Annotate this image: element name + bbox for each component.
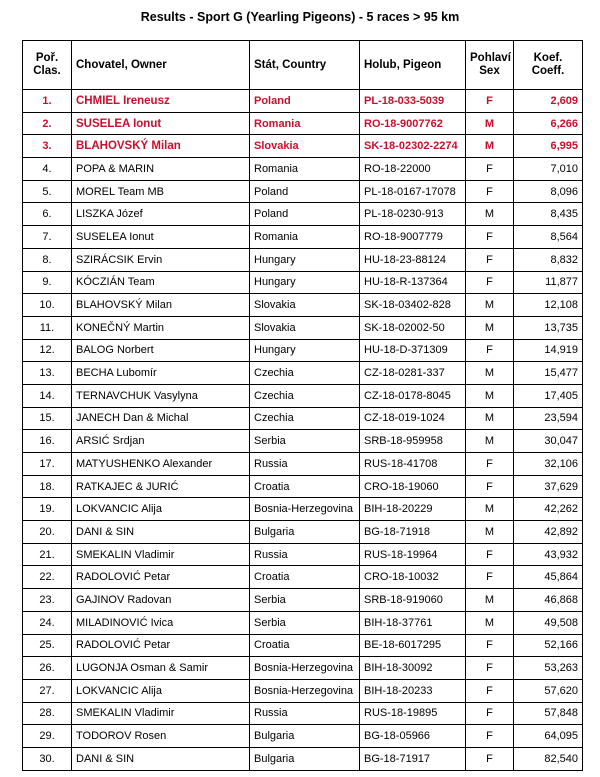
pigeon-cell: BE-18-6017295 [360,634,466,657]
sex-cell: M [466,112,514,135]
header-pigeon: Holub, Pigeon [360,41,466,90]
owner-cell: LOKVANCIC Alija [72,679,250,702]
table-row [23,566,583,589]
coefficient-cell: 53,263 [514,657,583,680]
coefficient-cell: 11,877 [514,271,583,294]
header-rank [23,41,72,90]
sex-cell: F [466,657,514,680]
pigeon-cell: SRB-18-959958 [360,430,466,453]
pigeon-cell: RUS-18-19964 [360,543,466,566]
table-row [23,271,583,294]
table-row [23,521,583,544]
rank-cell: 14. [23,384,72,407]
sex-cell: M [466,135,514,158]
owner-cell: POPA & MARIN [72,158,250,181]
owner-cell: CHMIEL Ireneusz [72,90,250,113]
country-cell: Czechia [250,407,360,430]
rank-cell: 6. [23,203,72,226]
rank-cell: 7. [23,226,72,249]
rank-cell: 3. [23,135,72,158]
country-cell: Serbia [250,430,360,453]
pigeon-cell: HU-18-23-88124 [360,248,466,271]
coefficient-cell: 6,995 [514,135,583,158]
country-cell: Russia [250,702,360,725]
header-rank-line2: Clas. [33,65,61,77]
owner-cell: SMEKALIN Vladimir [72,543,250,566]
header-sex-line2: Sex [479,65,500,77]
pigeon-cell: BIH-18-30092 [360,657,466,680]
table-row [23,725,583,748]
owner-cell: LISZKA Józef [72,203,250,226]
pigeon-cell: RUS-18-19895 [360,702,466,725]
table-row [23,407,583,430]
country-cell: Romania [250,226,360,249]
pigeon-cell: RO-18-9007779 [360,226,466,249]
table-row [23,453,583,476]
pigeon-cell: SK-18-02002-50 [360,316,466,339]
sex-cell: F [466,566,514,589]
coefficient-cell: 13,735 [514,316,583,339]
header-rank-line1: Poř. [35,52,59,64]
coefficient-cell: 15,477 [514,362,583,385]
sex-cell: F [466,475,514,498]
coefficient-cell: 46,868 [514,589,583,612]
sex-cell: M [466,384,514,407]
pigeon-cell: RO-18-9007762 [360,112,466,135]
country-cell: Slovakia [250,135,360,158]
rank-cell: 17. [23,453,72,476]
rank-cell: 27. [23,679,72,702]
coefficient-cell: 23,594 [514,407,583,430]
sex-cell: M [466,430,514,453]
pigeon-cell: BG-18-05966 [360,725,466,748]
owner-cell: SUSELEA Ionut [72,226,250,249]
sex-cell: M [466,203,514,226]
country-cell: Hungary [250,271,360,294]
coefficient-cell: 45,864 [514,566,583,589]
pigeon-cell: PL-18-033-5039 [360,90,466,113]
country-cell: Poland [250,180,360,203]
owner-cell: KONEČNÝ Martin [72,316,250,339]
rank-cell: 12. [23,339,72,362]
rank-cell: 22. [23,566,72,589]
country-cell: Slovakia [250,316,360,339]
sex-cell: M [466,362,514,385]
sex-cell: M [466,316,514,339]
owner-cell: SZIRÁCSIK Ervin [72,248,250,271]
rank-cell: 18. [23,475,72,498]
coefficient-cell: 64,095 [514,725,583,748]
rank-cell: 5. [23,180,72,203]
pigeon-cell: CZ-18-0178-8045 [360,384,466,407]
coefficient-cell: 57,848 [514,702,583,725]
pigeon-cell: PL-18-0230-913 [360,203,466,226]
rank-cell: 30. [23,747,72,770]
rank-cell: 24. [23,611,72,634]
country-cell: Poland [250,90,360,113]
coefficient-cell: 8,435 [514,203,583,226]
country-cell: Slovakia [250,294,360,317]
coefficient-cell: 17,405 [514,384,583,407]
table-row [23,634,583,657]
owner-cell: JANECH Dan & Michal [72,407,250,430]
rank-cell: 13. [23,362,72,385]
header-row [23,41,583,90]
table-row [23,475,583,498]
sex-cell: F [466,339,514,362]
sex-cell: F [466,158,514,181]
owner-cell: RADOLOVIĆ Petar [72,634,250,657]
table-row [23,543,583,566]
coefficient-cell: 43,932 [514,543,583,566]
sex-cell: F [466,725,514,748]
header-coeff-line1: Koef. [533,52,563,64]
rank-cell: 11. [23,316,72,339]
table-row [23,316,583,339]
coefficient-cell: 8,564 [514,226,583,249]
pigeon-cell: BIH-18-20233 [360,679,466,702]
table-row [23,135,583,158]
table-row [23,747,583,770]
sex-cell: F [466,543,514,566]
country-cell: Bulgaria [250,521,360,544]
country-cell: Serbia [250,611,360,634]
country-cell: Croatia [250,634,360,657]
country-cell: Romania [250,158,360,181]
country-cell: Czechia [250,384,360,407]
pigeon-cell: SRB-18-919060 [360,589,466,612]
header-country: Stát, Country [250,41,360,90]
sex-cell: F [466,453,514,476]
coefficient-cell: 30,047 [514,430,583,453]
country-cell: Hungary [250,248,360,271]
owner-cell: TERNAVCHUK Vasylyna [72,384,250,407]
coefficient-cell: 82,540 [514,747,583,770]
pigeon-cell: BIH-18-20229 [360,498,466,521]
table-row [23,657,583,680]
header-sex [466,41,514,90]
owner-cell: BLAHOVSKÝ Milan [72,135,250,158]
sex-cell: F [466,90,514,113]
country-cell: Bosnia-Herzegovina [250,679,360,702]
pigeon-cell: CRO-18-10032 [360,566,466,589]
sex-cell: M [466,521,514,544]
owner-cell: BECHA Lubomír [72,362,250,385]
country-cell: Croatia [250,566,360,589]
sex-cell: F [466,248,514,271]
pigeon-cell: HU-18-D-371309 [360,339,466,362]
owner-cell: BALOG Norbert [72,339,250,362]
sex-cell: F [466,271,514,294]
pigeon-cell: RO-18-22000 [360,158,466,181]
rank-cell: 10. [23,294,72,317]
owner-cell: TODOROV Rosen [72,725,250,748]
country-cell: Bulgaria [250,725,360,748]
header-coeff-line2: Coeff. [531,65,565,77]
owner-cell: DANI & SIN [72,521,250,544]
sex-cell: F [466,226,514,249]
owner-cell: LUGONJA Osman & Samir [72,657,250,680]
table-row [23,702,583,725]
country-cell: Croatia [250,475,360,498]
rank-cell: 21. [23,543,72,566]
sex-cell: M [466,498,514,521]
coefficient-cell: 52,166 [514,634,583,657]
table-row [23,611,583,634]
coefficient-cell: 8,096 [514,180,583,203]
sex-cell: F [466,747,514,770]
coefficient-cell: 57,620 [514,679,583,702]
page-title: Results - Sport G (Yearling Pigeons) - 5 races > 95 km [140,10,460,24]
rank-cell: 28. [23,702,72,725]
table-row [23,226,583,249]
coefficient-cell: 14,919 [514,339,583,362]
table-row [23,339,583,362]
country-cell: Romania [250,112,360,135]
pigeon-cell: CZ-18-0281-337 [360,362,466,385]
sex-cell: M [466,407,514,430]
coefficient-cell: 8,832 [514,248,583,271]
owner-cell: MOREL Team MB [72,180,250,203]
table-row [23,180,583,203]
coefficient-cell: 42,892 [514,521,583,544]
rank-cell: 1. [23,90,72,113]
sex-cell: M [466,589,514,612]
rank-cell: 2. [23,112,72,135]
pigeon-cell: RUS-18-41708 [360,453,466,476]
rank-cell: 15. [23,407,72,430]
rank-cell: 9. [23,271,72,294]
sex-cell: F [466,702,514,725]
coefficient-cell: 49,508 [514,611,583,634]
table-row [23,90,583,113]
rank-cell: 16. [23,430,72,453]
owner-cell: MATYUSHENKO Alexander [72,453,250,476]
table-body [23,90,583,771]
pigeon-cell: PL-18-0167-17078 [360,180,466,203]
country-cell: Bosnia-Herzegovina [250,657,360,680]
header-coeff [514,41,583,90]
owner-cell: LOKVANCIC Alija [72,498,250,521]
country-cell: Bulgaria [250,747,360,770]
coefficient-cell: 7,010 [514,158,583,181]
sex-cell: M [466,294,514,317]
owner-cell: BLAHOVSKÝ Milan [72,294,250,317]
country-cell: Czechia [250,362,360,385]
country-cell: Hungary [250,339,360,362]
country-cell: Bosnia-Herzegovina [250,498,360,521]
header-owner: Chovatel, Owner [72,41,250,90]
owner-cell: SUSELEA Ionut [72,112,250,135]
owner-cell: KÓCZIÁN Team [72,271,250,294]
country-cell: Poland [250,203,360,226]
coefficient-cell: 6,266 [514,112,583,135]
country-cell: Serbia [250,589,360,612]
country-cell: Russia [250,543,360,566]
table-row [23,430,583,453]
rank-cell: 4. [23,158,72,181]
table-row [23,112,583,135]
table-row [23,158,583,181]
pigeon-cell: CZ-18-019-1024 [360,407,466,430]
owner-cell: RATKAJEC & JURIĆ [72,475,250,498]
table-row [23,203,583,226]
table-row [23,679,583,702]
rank-cell: 29. [23,725,72,748]
pigeon-cell: SK-18-03402-828 [360,294,466,317]
header-sex-line1: Pohlaví [470,52,511,64]
pigeon-cell: CRO-18-19060 [360,475,466,498]
pigeon-cell: BG-18-71917 [360,747,466,770]
pigeon-cell: HU-18-R-137364 [360,271,466,294]
owner-cell: DANI & SIN [72,747,250,770]
owner-cell: SMEKALIN Vladimir [72,702,250,725]
owner-cell: GAJINOV Radovan [72,589,250,612]
pigeon-cell: BIH-18-37761 [360,611,466,634]
country-cell: Russia [250,453,360,476]
rank-cell: 8. [23,248,72,271]
sex-cell: F [466,180,514,203]
table-row [23,362,583,385]
sex-cell: F [466,634,514,657]
coefficient-cell: 37,629 [514,475,583,498]
rank-cell: 23. [23,589,72,612]
table-row [23,498,583,521]
sex-cell: M [466,611,514,634]
coefficient-cell: 2,609 [514,90,583,113]
table-row [23,294,583,317]
table-row [23,248,583,271]
sex-cell: F [466,679,514,702]
owner-cell: RADOLOVIĆ Petar [72,566,250,589]
pigeon-cell: SK-18-02302-2274 [360,135,466,158]
rank-cell: 25. [23,634,72,657]
rank-cell: 26. [23,657,72,680]
table-header [23,41,583,90]
owner-cell: ARSIĆ Srdjan [72,430,250,453]
owner-cell: MILADINOVIĆ Ivica [72,611,250,634]
table-row [23,589,583,612]
results-table [22,40,583,771]
rank-cell: 20. [23,521,72,544]
pigeon-cell: BG-18-71918 [360,521,466,544]
coefficient-cell: 42,262 [514,498,583,521]
coefficient-cell: 12,108 [514,294,583,317]
coefficient-cell: 32,106 [514,453,583,476]
table-row [23,384,583,407]
rank-cell: 19. [23,498,72,521]
